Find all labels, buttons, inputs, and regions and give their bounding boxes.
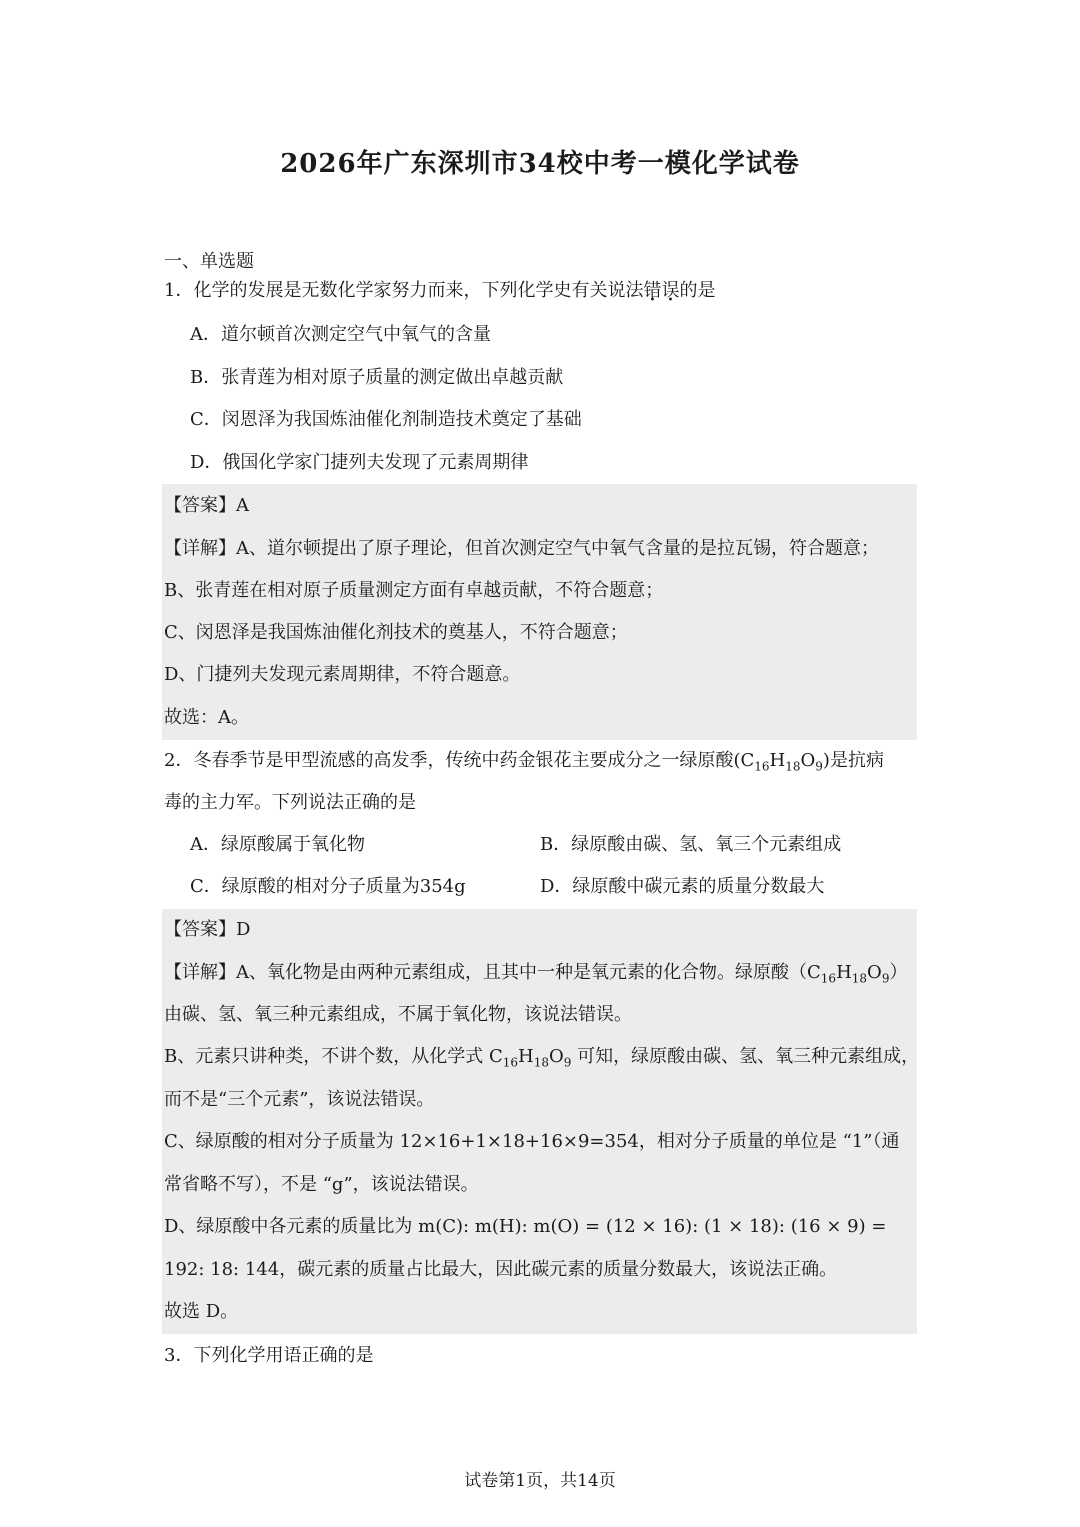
question-2-explain-line: 常省略不写），不是 “g”，该说法错误。 — [164, 1174, 479, 1195]
question-1-explain-line: 故选：A。 — [164, 707, 249, 728]
question-2-explain-line: 192: 18: 144，碳元素的质量占比最大，因此碳元素的质量分数最大，该说法正确。 — [164, 1259, 838, 1280]
question-1-explain-line: D、门捷列夫发现元素周期律，不符合题意。 — [164, 664, 521, 685]
subscript: 16 — [502, 1055, 519, 1070]
question-2-explain-line — [164, 961, 907, 991]
question-2-stem-line2: 毒的主力军。下列说法正确的是 — [164, 792, 416, 813]
question-2-option-c: C．绿原酸的相对分子质量为354g — [190, 876, 466, 897]
subscript: 9 — [881, 971, 890, 986]
subscript: 16 — [754, 759, 770, 774]
subscript: 18 — [851, 971, 868, 986]
question-3-stem: 3．下列化学用语正确的是 — [164, 1345, 374, 1366]
explain-text: O — [549, 1046, 564, 1067]
stem-text: 2．冬春季节是甲型流感的高发季，传统中药金银花主要成分之一绿原酸(C — [164, 750, 755, 771]
subscript: 9 — [815, 759, 823, 774]
question-1-option-d: D．俄国化学家门捷列夫发现了元素周期律 — [190, 452, 529, 473]
question-2-explain-line: 由碳、氢、氧三种元素组成，不属于氧化物，该说法错误。 — [164, 1004, 632, 1025]
question-2-explain-line: C、绿原酸的相对分子质量为 12×16+1×18+16×9=354，相对分子质量的单位是 “1”（通 — [164, 1131, 900, 1152]
question-2-explain-line — [164, 1045, 919, 1075]
question-2-explain-line: D、绿原酸中各元素的质量比为 m(C): m(H): m(O) = (12 × 16): (1 × 18): (16 × 9) = — [164, 1216, 887, 1237]
page-footer: 试卷第1页，共14页 — [464, 1471, 616, 1491]
stem-text: )是抗病 — [822, 750, 884, 771]
question-2-option-a: A．绿原酸属于氧化物 — [190, 834, 365, 855]
question-2-option-b: B．绿原酸由碳、氢、氧三个元素组成 — [540, 834, 842, 855]
subscript: 9 — [563, 1055, 572, 1070]
question-2-answer: 【答案】D — [164, 919, 251, 940]
question-1-option-a: A．道尔顿首次测定空气中氧气的含量 — [190, 324, 491, 345]
explain-text: H — [518, 1046, 534, 1067]
question-1-stem-end: 的是 — [679, 280, 716, 301]
answer-box-1 — [162, 484, 917, 740]
question-1-explain-line: 【详解】A、道尔顿提出了原子理论，但首次测定空气中氧气含量的是拉瓦锡，符合题意； — [164, 538, 879, 559]
question-2-explain-line: 而不是“三个元素”，该说法错误。 — [164, 1089, 435, 1110]
question-2-stem-line1 — [164, 749, 884, 779]
question-2-explain-line: 故选 D。 — [164, 1301, 239, 1322]
question-1-explain-line: B、张青莲在相对原子质量测定方面有卓越贡献，不符合题意； — [164, 580, 664, 601]
subscript: 18 — [785, 759, 801, 774]
subscript: 16 — [820, 971, 837, 986]
emphasis-char: 误 — [661, 280, 680, 301]
question-1-option-b: B．张青莲为相对原子质量的测定做出卓越贡献 — [190, 367, 564, 388]
stem-text: H — [769, 750, 786, 771]
stem-text: O — [800, 750, 816, 771]
explain-text: ） — [889, 962, 908, 983]
question-1-explain-line: C、闵恩泽是我国炼油催化剂技术的奠基人，不符合题意； — [164, 622, 628, 643]
explain-text: 可知，绿原酸由碳、氢、氧三种元素组成， — [571, 1046, 920, 1067]
page-title: 2026年广东深圳市34校中考一模化学试卷 — [280, 149, 800, 179]
section-heading: 一、单选题 — [164, 251, 254, 272]
question-1-stem-text: 1．化学的发展是无数化学家努力而来，下列化学史有关说法 — [164, 280, 644, 301]
explain-text: H — [836, 962, 852, 983]
question-2-option-d: D．绿原酸中碳元素的质量分数最大 — [540, 876, 825, 897]
explain-text: B、元素只讲种类，不讲个数，从化学式 C — [164, 1046, 503, 1067]
question-1-answer: 【答案】A — [164, 495, 249, 516]
question-1-option-c: C．闵恩泽为我国炼油催化剂制造技术奠定了基础 — [190, 409, 582, 430]
explain-text: O — [867, 962, 882, 983]
question-1-stem — [164, 279, 715, 303]
subscript: 18 — [533, 1055, 549, 1070]
explain-text: 【详解】A、氧化物是由两种元素组成，且其中一种是氧元素的化合物。绿原酸（C — [164, 962, 821, 983]
emphasis-char: 错 — [643, 280, 662, 301]
